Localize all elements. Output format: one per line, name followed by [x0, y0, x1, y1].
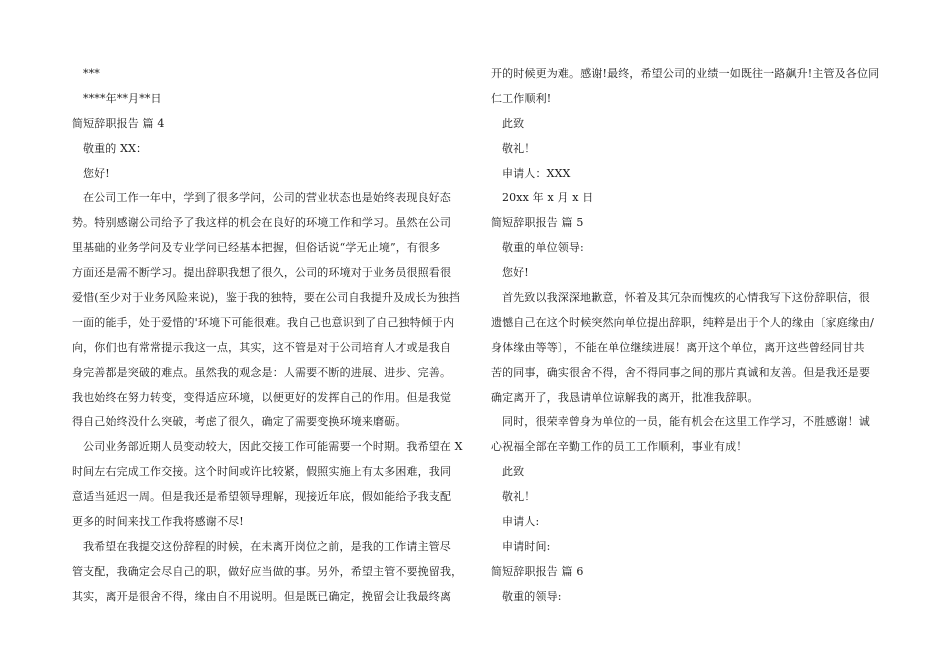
right-text-line: 仁工作顺利!	[491, 91, 552, 105]
right-text-line: 敬重的领导:	[502, 589, 562, 603]
left-text-column	[72, 62, 463, 610]
right-section-heading: 简短辞职报告 篇 6	[491, 564, 584, 578]
right-text-line: 首先致以我深深地歉意，怀着及其冗杂而愧疚的心情我写下这份辞职信，很	[502, 291, 870, 305]
left-text-line: 势。特别感谢公司给予了我这样的机会在良好的环境工作和学习。虽然在公司	[72, 216, 452, 230]
left-section-heading: 简短辞职报告 篇 4	[72, 116, 165, 130]
left-text-line: 身完善都是突破的难点。虽然我的观念是：人需要不断的进展、进步、完善。	[72, 365, 452, 379]
right-text-line: 此致	[502, 116, 525, 130]
right-text-line: 申请人：XXX	[502, 166, 571, 180]
right-text-line: 敬礼！	[502, 141, 536, 155]
left-text-line: 一面的能手，处于爱惜的'环境下可能很难。我自己也意识到了自己独特倾于内	[72, 315, 455, 329]
left-text-line: 我希望在我提交这份辞程的时候，在未离开岗位之前，是我的工作请主管尽	[83, 539, 451, 553]
left-text-line: 方面还是需不断学习。提出辞职我想了很久，公司的环境对于业务员很照看很	[72, 266, 452, 280]
left-text-line: 爱惜(至少对于业务风险来说)，鉴于我的独特，要在公司自我提升及成长为独挡	[72, 291, 460, 305]
left-text-line: 时间左右完成工作交接。这个时间或许比较紧，假照实施上有太多困难，我同	[72, 465, 452, 479]
right-text-line: 遗憾自己在这个时候突然向单位提出辞职，纯粹是出于个人的缘由〔家庭缘由/	[491, 315, 874, 329]
left-text-line: 向，你们也有常常提示我这一点，其实，这不管是对于公司培育人才或是我自	[72, 340, 452, 354]
left-text-line: ***	[83, 67, 100, 80]
right-text-column	[491, 62, 881, 610]
left-text-line: 敬重的 XX：	[83, 141, 148, 155]
left-text-line: ****年**月**日	[83, 91, 162, 105]
right-text-line: 敬礼！	[502, 490, 536, 504]
right-text-line: 开的时候更为难。感谢!最终，希望公司的业绩一如既往一路飙升!主管及各位同	[491, 67, 880, 80]
right-text-line: 身体缘由等等〕，不能在单位继续进展！离开这个单位，离开这些曾经同甘共	[491, 340, 865, 354]
right-section-heading: 简短辞职报告 篇 5	[491, 216, 584, 230]
left-text-line: 我也始终在努力转变，变得适应环境，以便更好的发挥自己的作用。但是我觉	[72, 390, 452, 404]
right-text-line: 同时，很荣幸曾身为单位的一员，能有机会在这里工作学习，不胜感谢！诚	[502, 415, 870, 429]
left-text-line: 里基础的业务学问及专业学问已经基本把握，但俗话说“学无止境”，有很多	[72, 241, 441, 255]
left-text-line: 得自己始终没什么突破，考虑了很久，确定了需要变换环境来磨砺。	[72, 415, 407, 429]
left-text-line: 意适当延迟一周。但是我还是希望领导理解，现接近年底，假如能给予我支配	[72, 490, 452, 504]
right-text-line: 申请人:	[502, 515, 540, 529]
right-text-line: 心祝福全部在辛勤工作的员工工作顺利，事业有成！	[491, 440, 748, 454]
right-text-line: 20xx 年 x 月 x 日	[502, 191, 594, 205]
left-text-line: 在公司工作一年中，学到了很多学问，公司的营业状态也是始终表现良好态	[83, 191, 451, 205]
left-text-line: 其实，离开是很舍不得，缘由自不用说明。但是既已确定，挽留会让我最终离	[72, 589, 452, 603]
right-text-line: 确定离开了，我恳请单位谅解我的离开，批准我辞职。	[491, 390, 759, 404]
right-text-line: 此致	[502, 465, 525, 479]
left-text-line: 管支配，我确定会尽自己的职，做好应当做的事。另外，希望主管不要挽留我，	[72, 564, 463, 578]
left-text-line: 更多的时间来找工作我将感谢不尽!	[72, 515, 244, 529]
right-text-line: 苦的同事，确实很舍不得，舍不得同事之间的那片真诚和友善。但是我还是要	[491, 365, 871, 379]
left-text-line: 公司业务部近期人员变动较大，因此交接工作可能需要一个时期。我希望在 X	[83, 440, 463, 454]
right-text-line: 申请时间:	[502, 539, 551, 553]
left-text-line: 您好!	[83, 166, 110, 180]
right-text-line: 您好!	[502, 266, 529, 280]
right-text-line: 敬重的单位领导:	[502, 241, 584, 255]
